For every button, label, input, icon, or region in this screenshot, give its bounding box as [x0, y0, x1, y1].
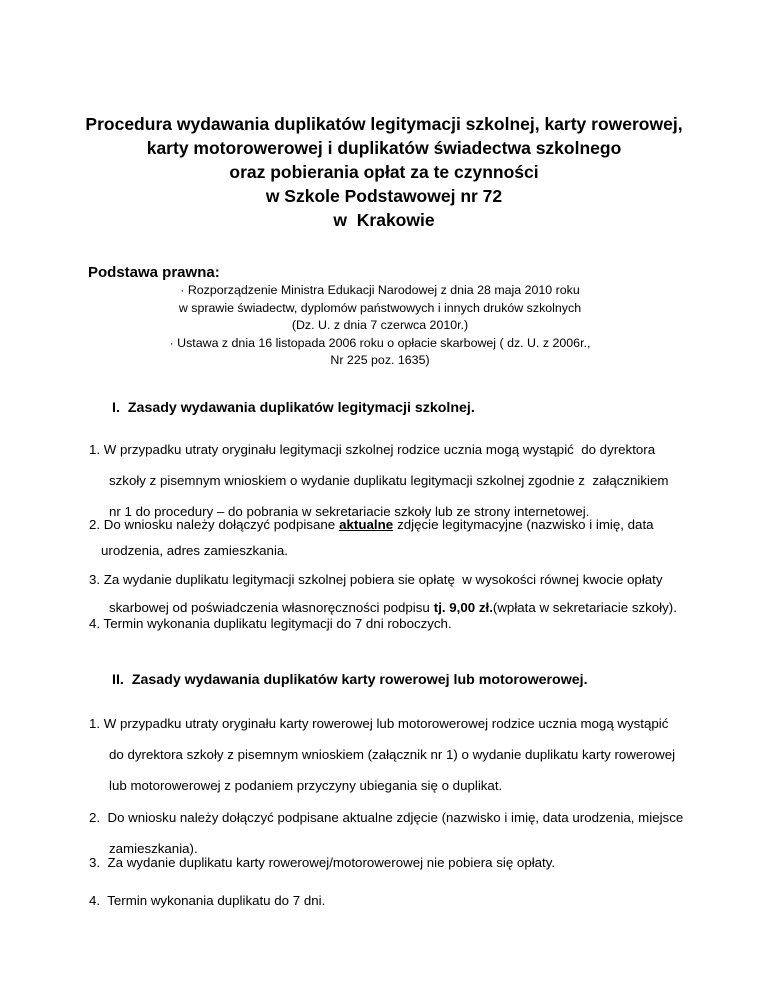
- item-line: 4. Termin wykonania duplikatu do 7 dni.: [89, 893, 326, 908]
- title-line: w Szkole Podstawowej nr 72: [265, 186, 503, 206]
- document-title: [60, 112, 708, 232]
- item-line: 3. Za wydanie duplikatu karty rowerowej/motorowerowej nie pobiera się opłaty.: [89, 855, 556, 870]
- item-line: 3. Za wydanie duplikatu legitymacji szkolnej pobiera sie opłatę w wysokości równej kwocie opłaty: [89, 572, 663, 587]
- item-line: 4. Termin wykonania duplikatu legitymacji do 7 dni roboczych.: [89, 616, 452, 631]
- item-line: skarbowej od poświadczenia własnoręczności podpisu tj. 9,00 zł. (wpłata w sekretariacie szkoły).: [89, 594, 714, 622]
- legal-basis-line: Nr 225 poz. 1635): [330, 353, 430, 368]
- section-number: I.: [112, 400, 120, 416]
- section-2-item-1: [89, 708, 714, 801]
- emphasis-aktualne: aktualne: [339, 517, 394, 532]
- item-line: szkoły z pisemnym wnioskiem o wydanie duplikatu legitymacji szkolnej zgodnie z załącznikiem: [109, 473, 669, 488]
- item-line: urodzenia, adres zamieszkania.: [101, 543, 288, 558]
- item-line: do dyrektora szkoły z pisemnym wnioskiem (załącznik nr 1) o wydanie duplikatu karty rowerowej: [109, 747, 676, 762]
- section-2-item-3: [89, 851, 714, 875]
- section-2-item-4: [89, 889, 714, 913]
- item-line: 1. W przypadku utraty oryginału karty rowerowej lub motorowerowej rodzice ucznia mogą wystąpić: [89, 716, 669, 731]
- legal-basis-line: (Dz. U. z dnia 7 czerwca 2010r.): [291, 318, 469, 333]
- section-number: II.: [112, 672, 124, 688]
- section-title: Zasady wydawania duplikatów karty rowerowej lub motorowerowej.: [131, 672, 588, 688]
- legal-basis-list: [110, 282, 650, 370]
- section-2-heading: [112, 672, 588, 688]
- legal-basis-line: · Rozporządzenie Ministra Edukacji Narodowej z dnia 28 maja 2010 roku: [180, 283, 580, 297]
- legal-basis-label: Podstawa prawna:: [88, 264, 220, 281]
- item-line: zamieszkania).: [109, 841, 198, 856]
- title-line: oraz pobierania opłat za te czynności: [229, 162, 539, 182]
- item-line: 1. W przypadku utraty oryginału legitymacji szkolnej rodzice ucznia mogą wystąpić do dyrektora: [89, 442, 656, 457]
- section-1-item-4: [89, 612, 714, 636]
- legal-basis-line: · Ustawa z dnia 16 listopada 2006 roku o opłacie skarbowej ( dz. U. z 2006r.,: [169, 335, 591, 350]
- title-line: Procedura wydawania duplikatów legitymacji szkolnej, karty rowerowej,: [85, 114, 683, 134]
- item-line: 2. Do wniosku należy dołączyć podpisane aktualne zdjęcie legitymacyjne (nazwisko i imię, data: [89, 512, 714, 538]
- item-line: nr 1 do procedury – do pobrania w sekretariacie szkoły lub ze strony internetowej.: [109, 504, 590, 519]
- fee-amount: tj. 9,00 zł.: [433, 600, 493, 615]
- legal-basis-line: w sprawie świadectw, dyplomów państwowych i innych druków szkolnych: [178, 300, 582, 315]
- section-title: Zasady wydawania duplikatów legitymacji szkolnej.: [127, 400, 475, 416]
- item-line: lub motorowerowej z podaniem przyczyny ubiegania się o duplikat.: [109, 778, 503, 793]
- title-line: w Krakowie: [333, 210, 435, 230]
- section-1-item-2: [89, 512, 714, 564]
- item-line: 2. Do wniosku należy dołączyć podpisane aktualne zdjęcie (nazwisko i imię, data urodzenia, miejsce: [89, 810, 684, 825]
- section-1-heading: [112, 400, 475, 416]
- title-line: karty motorowerowej i duplikatów świadectwa szkolnego: [146, 138, 622, 158]
